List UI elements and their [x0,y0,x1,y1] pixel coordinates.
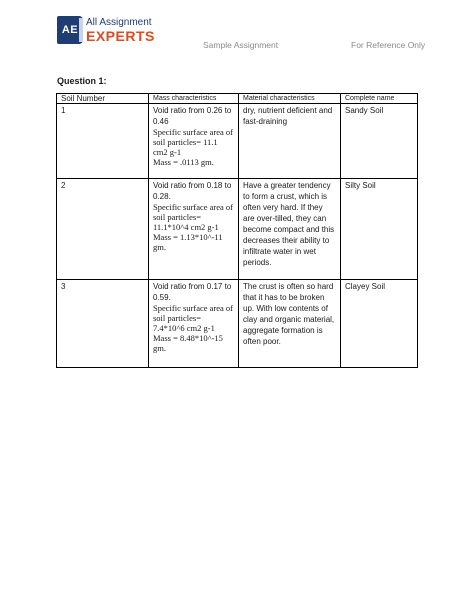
logo-badge: AE [57,16,83,44]
table-row [57,280,418,368]
logo-book-fold [79,18,83,42]
soil-number-cell: 1 [57,104,149,179]
material-characteristics-cell: Have a greater tendency to form a crust, which is often very hard. If they are over-tilled, they can become compact and this decreases their ability to infiltrate water in wet periods. [239,179,341,280]
surface-area-text: Specific surface area of soil particles= 7.4*10^6 cm2 g-1 [153,303,233,333]
question-title: Question 1: [57,76,107,86]
mass-text: Mass = 1.13*10^-11 gm. [153,232,223,252]
surface-area-text: Specific surface area of soil particles= 11.1*10^4 cm2 g-1 [153,202,233,232]
complete-name-cell: Silty Soil [341,179,418,280]
logo-text-bottom: EXPERTS [86,28,155,44]
mass-characteristics-cell [149,179,239,280]
column-header: Mass characteristics [149,94,239,104]
complete-name-cell: Clayey Soil [341,280,418,368]
logo-text-top: All Assignment [86,17,152,28]
mass-text: Mass = .0113 gm. [153,157,214,167]
header-sample-label: Sample Assignment [203,40,279,50]
soil-number-cell: 3 [57,280,149,368]
material-characteristics-cell: The crust is often so hard that it has to be broken up. With low contents of clay and organic material, aggregate formation is often poor. [239,280,341,368]
material-characteristics-cell: dry, nutrient deficient and fast-draining [239,104,341,179]
column-header: Complete name [341,94,418,104]
soil-table [56,93,418,368]
table-row [57,179,418,280]
complete-name-cell: Sandy Soil [341,104,418,179]
mass-characteristics-cell [149,280,239,368]
void-ratio-text: Void ratio from 0.17 to 0.59. [153,282,232,302]
header-reference-label: For Reference Only [351,40,426,50]
void-ratio-text: Void ratio from 0.18 to 0.28. [153,181,232,201]
surface-area-text: Specific surface area of soil particles= 11.1 cm2 g-1 [153,127,233,157]
soil-number-cell: 2 [57,179,149,280]
column-header: Soil Number [57,94,149,104]
table-row [57,104,418,179]
mass-text: Mass = 8.48*10^-15 gm. [153,333,223,353]
table-header-row [57,94,418,104]
void-ratio-text: Void ratio from 0.26 to 0.46 [153,106,232,126]
mass-characteristics-cell [149,104,239,179]
company-logo [57,16,157,46]
column-header: Material characteristics [239,94,341,104]
